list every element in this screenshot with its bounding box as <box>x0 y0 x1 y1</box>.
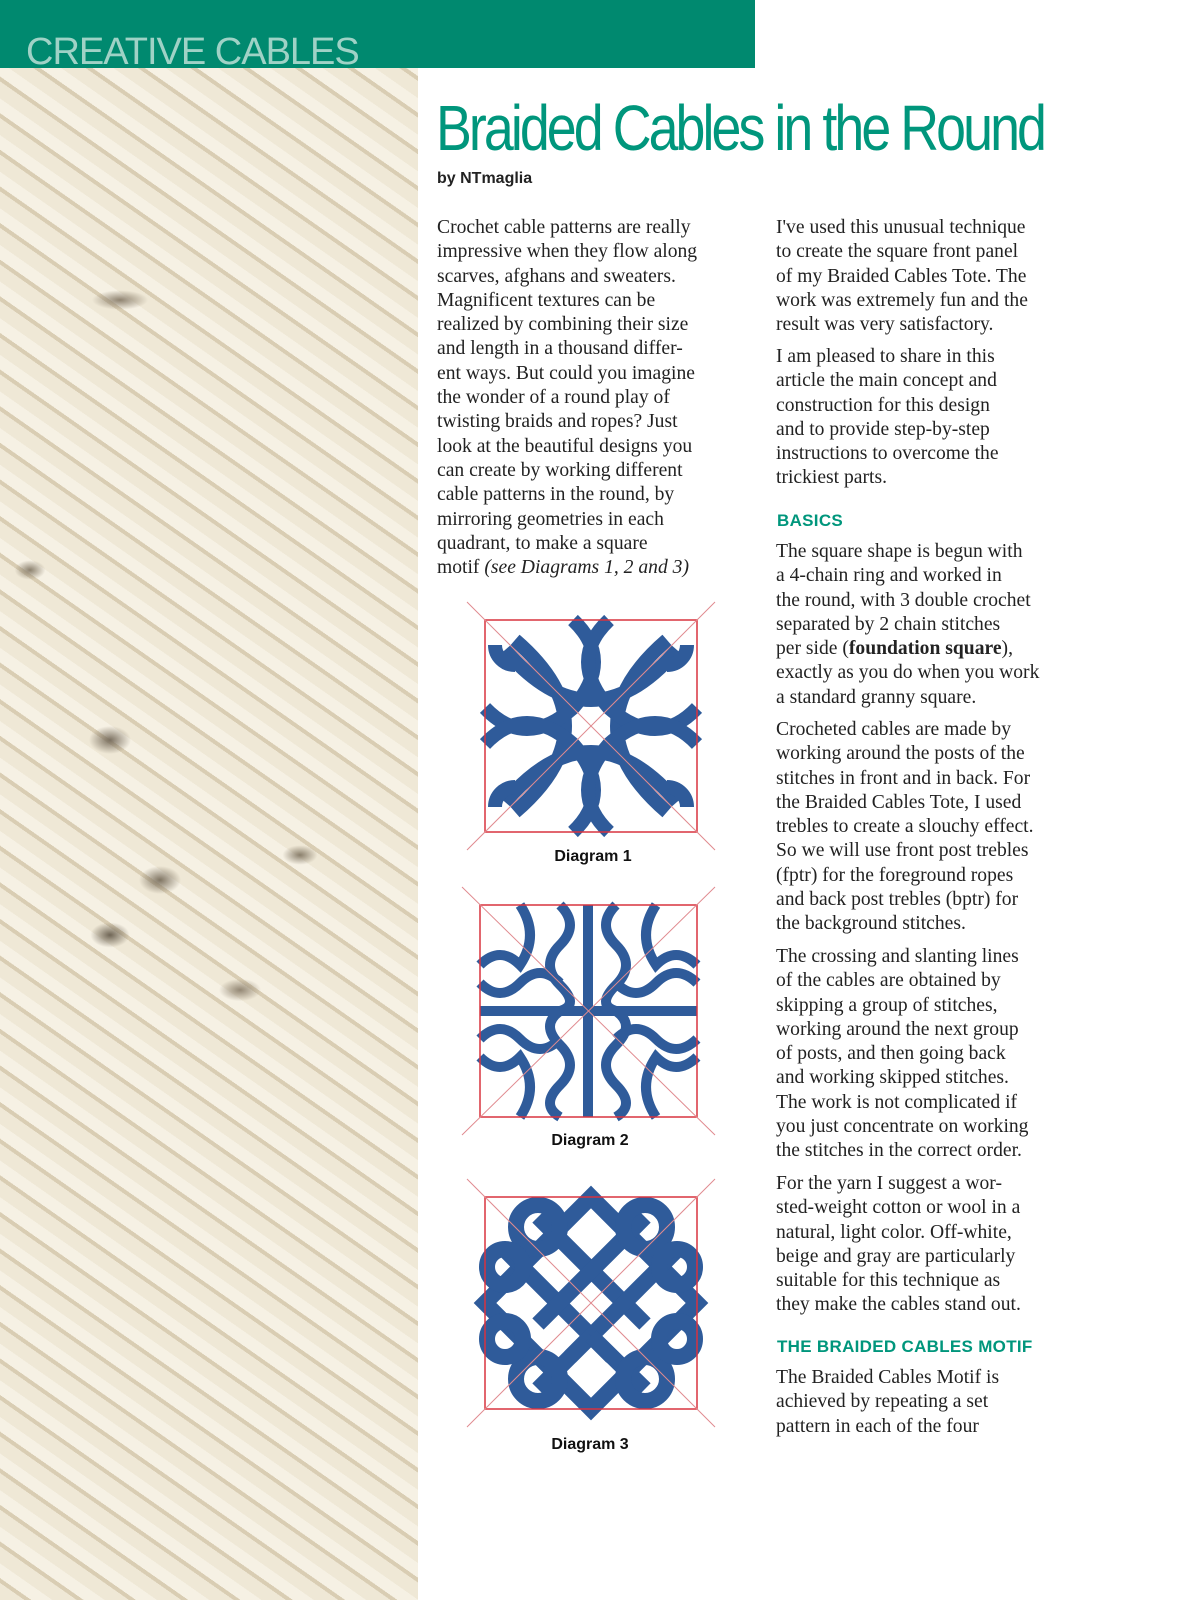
section-label: CREATIVE CABLES <box>26 31 359 73</box>
foundation-text: The square shape is begun with a 4-chain ring and worked in the round, with 3 double crochet separated by 2 chain stitches per side ( <box>776 541 1031 660</box>
diagram-1-caption: Diagram 1 <box>554 848 632 865</box>
paragraph-purpose: I am pleased to share in this article the main concept and construction for this design and to provide step-by-step instructions to overcome the trickiest parts. <box>776 346 999 489</box>
heading-motif: THE BRAIDED CABLES MOTIF <box>777 1337 1033 1356</box>
diagram-2 <box>460 885 717 1137</box>
article-title: Braided Cables in the Round <box>436 92 1045 164</box>
paragraph-post-stitches: Crocheted cables are made by working around the posts of the stitches in front and in back. For the Braided Cables Tote, I used trebles to create a slouchy effect. So we will use front post trebles (fptr) for the foreground ropes and back post trebles (bptr) for the background stitches. <box>776 719 1034 935</box>
crochet-cable-photo <box>0 0 418 1600</box>
byline: by NTmaglia <box>437 170 533 187</box>
diagram-1 <box>465 600 717 852</box>
paragraph-tote: I've used this unusual technique to create the square front panel of my Braided Cables Tote. The work was extremely fun and the result was very satisfactory. <box>776 217 1028 336</box>
paragraph-crossing: The crossing and slanting lines of the cables are obtained by skipping a group of stitches, working around the next group of posts, and then going back and working skipped stitches. The work is not complicated if you just concentrate on working the stitches in the correct order. <box>776 946 1029 1162</box>
paragraph-yarn: For the yarn I suggest a wor- sted-weight cotton or wool in a natural, light color. Off-white, beige and gray are particularly suitable for this technique as they make the cables stand out. <box>776 1173 1021 1316</box>
paragraph-motif: The Braided Cables Motif is achieved by repeating a set pattern in each of the four <box>776 1367 1000 1437</box>
intro-text: Crochet cable patterns are really impressive when they flow along scarves, afghans and sweaters. Magnificent textures can be realized by combining their size and length in a thousand differ- ent ways. But could you imagine the wonder of a round play of twisting braids and ropes? Just look at the beautiful designs you can create by working different cable patterns in the round, by mirroring geometries in each quadrant, to make a square motif <box>437 217 698 579</box>
diagram-2-caption: Diagram 2 <box>551 1132 629 1149</box>
foundation-text-end: ), exactly as you do when you work a standard granny square. <box>776 638 1040 708</box>
heading-basics: BASICS <box>777 511 844 530</box>
diagram-reference: (see Diagrams 1, 2 and 3) <box>484 557 689 579</box>
intro-paragraph <box>437 216 697 580</box>
foundation-term: foundation square <box>848 638 1002 660</box>
diagram-3 <box>465 1177 717 1429</box>
diagram-3-caption: Diagram 3 <box>551 1436 629 1453</box>
paragraph-foundation <box>776 540 1039 710</box>
